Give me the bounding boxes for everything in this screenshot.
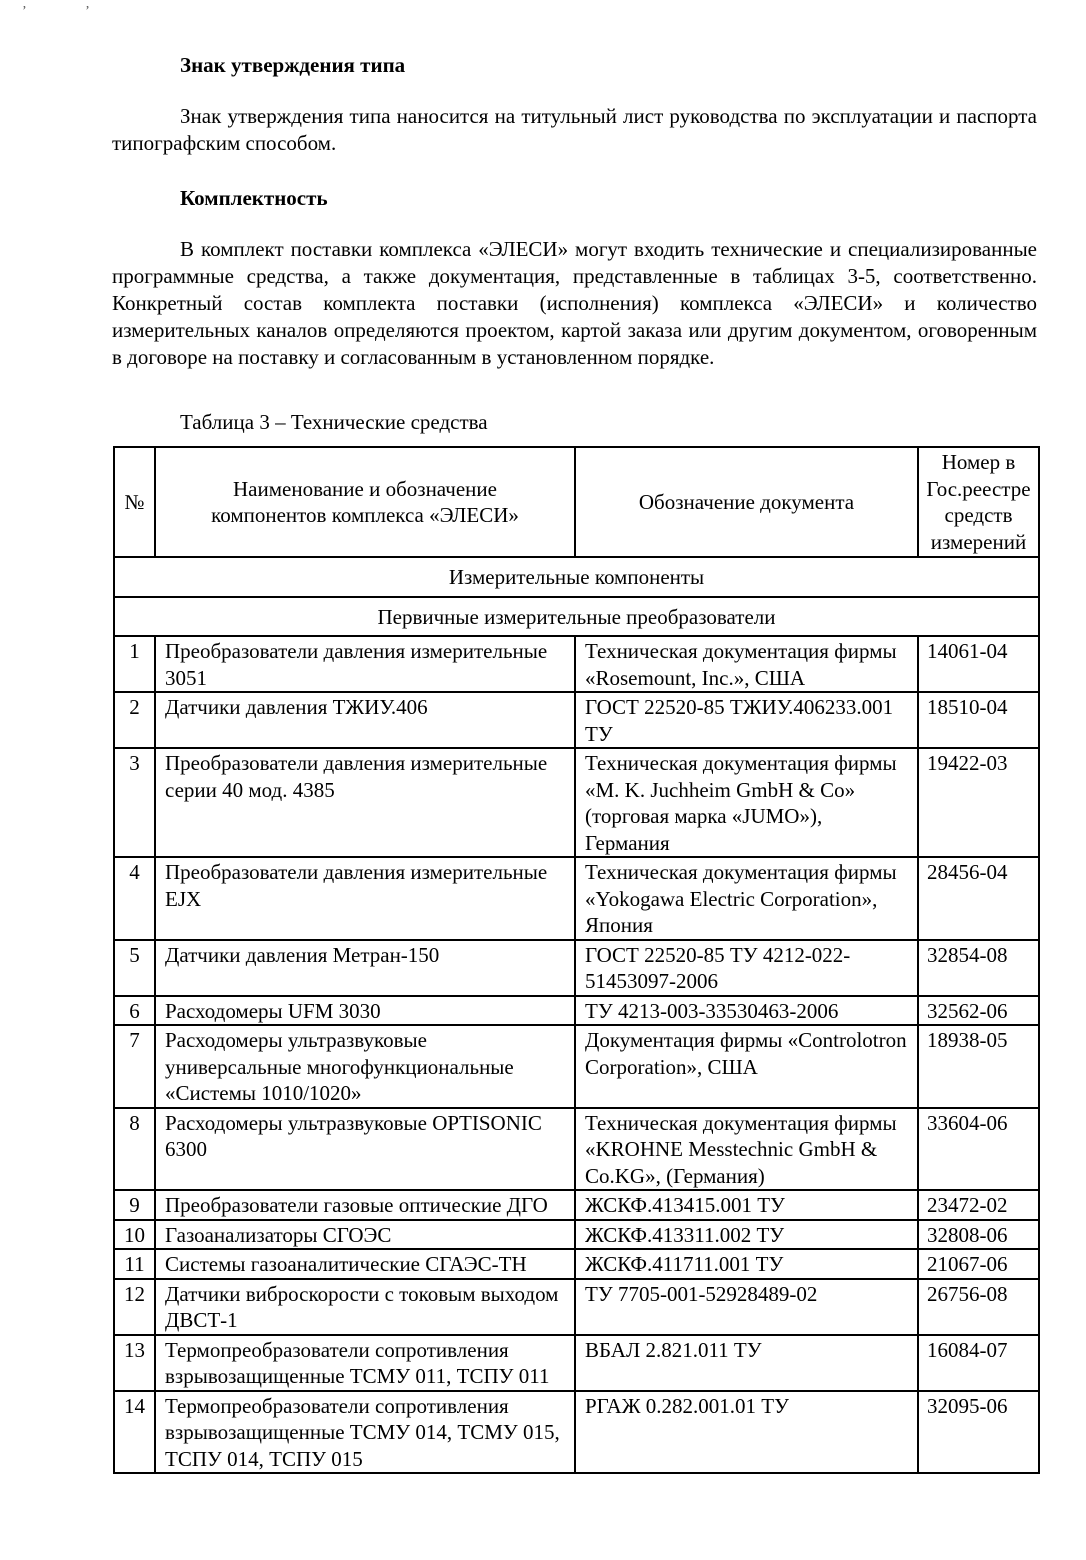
table-row bbox=[114, 1108, 1039, 1191]
table-row bbox=[114, 940, 1039, 996]
header-component-name: Наименование и обозначение компонентов комплекса «ЭЛЕСИ» bbox=[155, 447, 575, 557]
cell-registry-number: 28456-04 bbox=[918, 857, 1039, 940]
table-row bbox=[114, 1279, 1039, 1335]
cell-registry-number: 14061-04 bbox=[918, 636, 1039, 692]
cell-document: ТУ 7705-001-52928489-02 bbox=[575, 1279, 918, 1335]
cell-component-name: Термопреобразователи сопротивления взрывозащищенные ТСМУ 014, ТСМУ 015, ТСПУ 014, ТСПУ 015 bbox=[155, 1391, 575, 1474]
cell-component-name: Расходомеры ультразвуковые OPTISONIC 6300 bbox=[155, 1108, 575, 1191]
cell-document: ГОСТ 22520-85 ТУ 4212-022-51453097-2006 bbox=[575, 940, 918, 996]
section-primary-transducers: Первичные измерительные преобразователи bbox=[114, 597, 1039, 637]
cell-document: ГОСТ 22520-85 ТЖИУ.406233.001 ТУ bbox=[575, 692, 918, 748]
cell-registry-number: 32854-08 bbox=[918, 940, 1039, 996]
cell-registry-number: 26756-08 bbox=[918, 1279, 1039, 1335]
section-row-measuring bbox=[114, 557, 1039, 597]
cell-num: 2 bbox=[114, 692, 155, 748]
cell-component-name: Газоанализаторы СГОЭС bbox=[155, 1220, 575, 1250]
cell-num: 7 bbox=[114, 1025, 155, 1108]
cell-num: 10 bbox=[114, 1220, 155, 1250]
cell-registry-number: 18510-04 bbox=[918, 692, 1039, 748]
cell-num: 11 bbox=[114, 1249, 155, 1279]
cell-component-name: Расходомеры ультразвуковые универсальные многофункциональные «Системы 1010/1020» bbox=[155, 1025, 575, 1108]
table-header-row bbox=[114, 447, 1039, 557]
cell-component-name: Термопреобразователи сопротивления взрывозащищенные ТСМУ 011, ТСПУ 011 bbox=[155, 1335, 575, 1391]
cell-document: Техническая документация фирмы «Rosemount, Inc.», США bbox=[575, 636, 918, 692]
cell-registry-number: 21067-06 bbox=[918, 1249, 1039, 1279]
header-num: № bbox=[114, 447, 155, 557]
table-row bbox=[114, 636, 1039, 692]
cell-num: 13 bbox=[114, 1335, 155, 1391]
cell-registry-number: 32095-06 bbox=[918, 1391, 1039, 1474]
cell-num: 4 bbox=[114, 857, 155, 940]
cell-component-name: Датчики виброскорости с токовым выходом ДВСТ-1 bbox=[155, 1279, 575, 1335]
cell-document: ТУ 4213-003-33530463-2006 bbox=[575, 996, 918, 1026]
cell-component-name: Преобразователи газовые оптические ДГО bbox=[155, 1190, 575, 1220]
cell-document: Техническая документация фирмы «M. K. Juchheim GmbH & Co» (торговая марка «JUMO»), Германия bbox=[575, 748, 918, 857]
table-row bbox=[114, 857, 1039, 940]
cell-document: ЖСКФ.413311.002 ТУ bbox=[575, 1220, 918, 1250]
cell-registry-number: 19422-03 bbox=[918, 748, 1039, 857]
section-measuring-components: Измерительные компоненты bbox=[114, 557, 1039, 597]
cell-registry-number: 18938-05 bbox=[918, 1025, 1039, 1108]
cell-component-name: Расходомеры UFM 3030 bbox=[155, 996, 575, 1026]
cell-component-name: Системы газоаналитические СГАЭС-ТН bbox=[155, 1249, 575, 1279]
header-document: Обозначение документа bbox=[575, 447, 918, 557]
cell-num: 6 bbox=[114, 996, 155, 1026]
cell-registry-number: 32562-06 bbox=[918, 996, 1039, 1026]
table-row bbox=[114, 748, 1039, 857]
paragraph-type-approval-mark: Знак утверждения типа наносится на титульный лист руководства по эксплуатации и паспорта типографским способом. bbox=[112, 104, 1037, 155]
cell-registry-number: 23472-02 bbox=[918, 1190, 1039, 1220]
cell-num: 1 bbox=[114, 636, 155, 692]
cell-registry-number: 33604-06 bbox=[918, 1108, 1039, 1191]
cell-component-name: Преобразователи давления измерительные EJX bbox=[155, 857, 575, 940]
cell-num: 14 bbox=[114, 1391, 155, 1474]
table-row bbox=[114, 692, 1039, 748]
heading-completeness: Комплектность bbox=[180, 186, 328, 210]
heading-type-approval-mark: Знак утверждения типа bbox=[180, 53, 406, 77]
cell-document: ВБАЛ 2.821.011 ТУ bbox=[575, 1335, 918, 1391]
table-row bbox=[114, 996, 1039, 1026]
section-row-primary bbox=[114, 597, 1039, 637]
paragraph-completeness: В комплект поставки комплекса «ЭЛЕСИ» могут входить технические и специализированные программные средства, а также документация, представленные в таблицах 3-5, соответственно. Конкретный состав комплекта поставки (исполнения) комплекса «ЭЛЕСИ» и количество измерительных каналов определяются проектом, картой заказа или другим документом, оговоренным в договоре на поставку и согласованным в установленном порядке. bbox=[112, 237, 1037, 369]
cell-document: Техническая документация фирмы «Yokogawa Electric Corporation», Япония bbox=[575, 857, 918, 940]
cell-num: 8 bbox=[114, 1108, 155, 1191]
header-registry-number: Номер в Гос.реестре средств измерений bbox=[918, 447, 1039, 557]
cell-num: 5 bbox=[114, 940, 155, 996]
scan-marks: ’ ’ bbox=[22, 4, 118, 19]
table-row bbox=[114, 1025, 1039, 1108]
cell-registry-number: 32808-06 bbox=[918, 1220, 1039, 1250]
cell-num: 9 bbox=[114, 1190, 155, 1220]
cell-document: ЖСКФ.413415.001 ТУ bbox=[575, 1190, 918, 1220]
table-caption: Таблица 3 – Технические средства bbox=[180, 410, 488, 434]
cell-component-name: Датчики давления Метран-150 bbox=[155, 940, 575, 996]
table-row bbox=[114, 1391, 1039, 1474]
table-row bbox=[114, 1249, 1039, 1279]
cell-document: Документация фирмы «Controlotron Corporation», США bbox=[575, 1025, 918, 1108]
cell-num: 3 bbox=[114, 748, 155, 857]
cell-document: ЖСКФ.411711.001 ТУ bbox=[575, 1249, 918, 1279]
table-row bbox=[114, 1190, 1039, 1220]
table-row bbox=[114, 1335, 1039, 1391]
cell-component-name: Преобразователи давления измерительные 3051 bbox=[155, 636, 575, 692]
cell-registry-number: 16084-07 bbox=[918, 1335, 1039, 1391]
table-row bbox=[114, 1220, 1039, 1250]
cell-component-name: Датчики давления ТЖИУ.406 bbox=[155, 692, 575, 748]
technical-means-table bbox=[113, 446, 1040, 1474]
cell-document: Техническая документация фирмы «KROHNE Messtechnic GmbH & Co.KG», (Германия) bbox=[575, 1108, 918, 1191]
cell-document: РГАЖ 0.282.001.01 ТУ bbox=[575, 1391, 918, 1474]
cell-num: 12 bbox=[114, 1279, 155, 1335]
cell-component-name: Преобразователи давления измерительные серии 40 мод. 4385 bbox=[155, 748, 575, 857]
table-body bbox=[114, 557, 1039, 1473]
